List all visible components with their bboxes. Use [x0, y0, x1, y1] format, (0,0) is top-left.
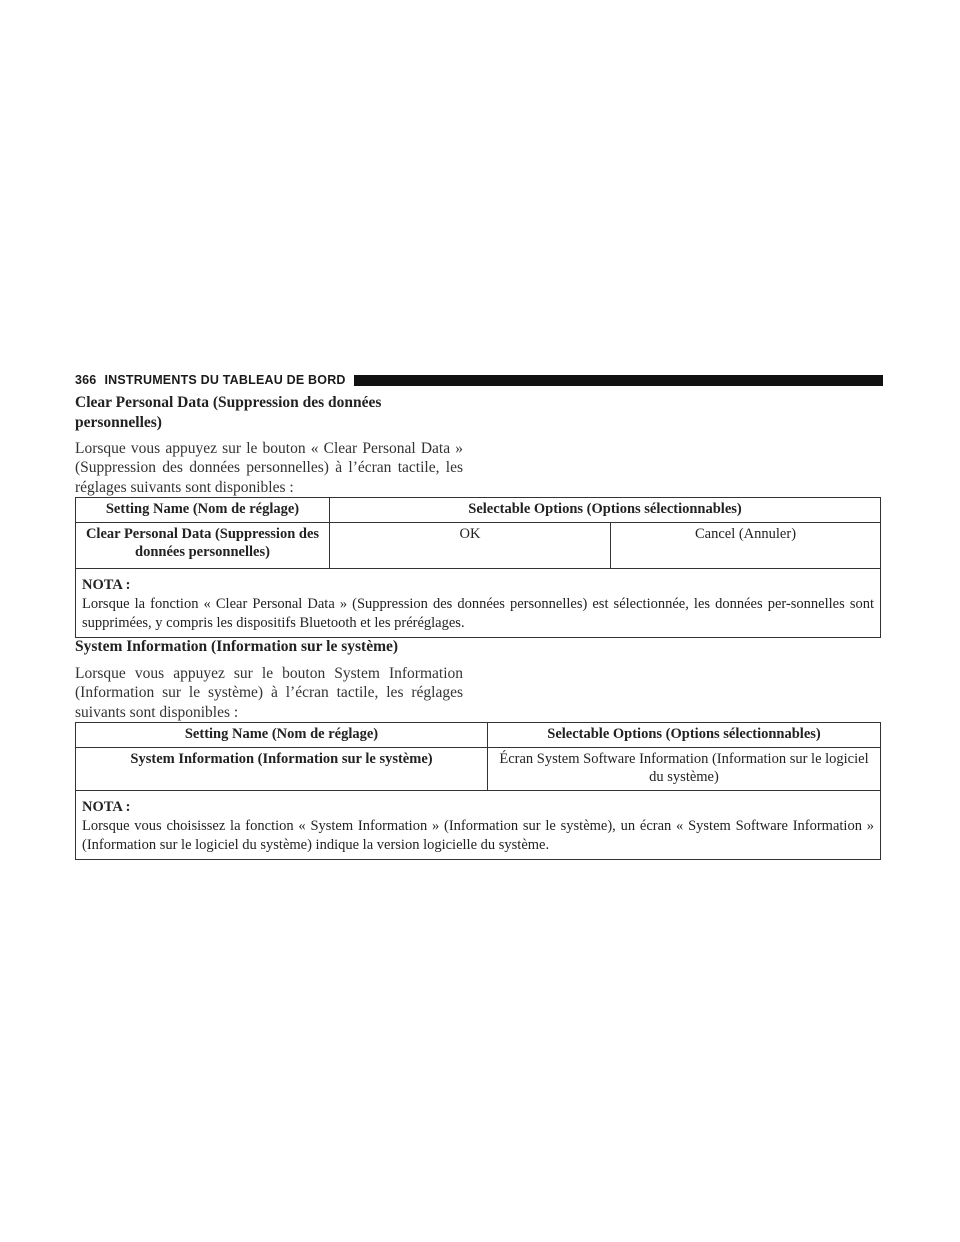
page-number: 366 — [75, 373, 97, 387]
note-label: NOTA : — [82, 577, 131, 593]
table-row — [76, 523, 880, 569]
section-paragraph-clear-personal-data: Lorsque vous appuyez sur le bouton « Clear Personal Data » (Suppression des données personnelles) à l’écran tactile, les réglages suivants sont disponibles : — [75, 440, 463, 496]
table-row — [76, 748, 880, 791]
table-header-setting-name: Setting Name (Nom de réglage) — [184, 726, 379, 742]
table-header-setting-name: Setting Name (Nom de réglage) — [105, 501, 300, 517]
chapter-title: INSTRUMENTS DU TABLEAU DE BORD — [104, 373, 346, 387]
section-heading-clear-personal-data: Clear Personal Data (Suppression des données personnelles) — [75, 394, 382, 431]
table-note-row — [76, 569, 880, 637]
table-header-selectable-options: Selectable Options (Options sélectionnables) — [487, 723, 880, 747]
section-paragraph-system-information: Lorsque vous appuyez sur le bouton System Information (Information sur le système) à l’écran tactile, les réglages suivants sont disponibles : — [75, 665, 463, 721]
system-information-table — [75, 722, 881, 860]
table-cell-setting: Clear Personal Data (Suppression des données personnelles) — [85, 526, 320, 560]
note-text: Lorsque la fonction « Clear Personal Data » (Suppression des données personnelles) est sélectionnée, les données per-sonnelles sont supprimées, y compris les dispositifs Bluetooth et les préréglages. — [82, 596, 874, 631]
table-note-row — [76, 791, 880, 859]
table-header-selectable-options: Selectable Options (Options sélectionnables) — [329, 498, 880, 522]
header-rule — [354, 375, 883, 386]
table-cell-option-cancel: Cancel (Annuler) — [610, 523, 880, 568]
table-header-row — [76, 723, 880, 748]
table-cell-option: Écran System Software Information (Information sur le logiciel du système) — [487, 748, 880, 790]
table-header-row — [76, 498, 880, 523]
note-label: NOTA : — [82, 799, 131, 815]
note-text: Lorsque vous choisissez la fonction « System Information » (Information sur le système), un écran « System Software Information » (Information sur le logiciel du système) indique la version logicielle du système. — [82, 818, 874, 853]
page-header — [75, 372, 883, 388]
table-cell-setting: System Information (Information sur le système) — [130, 751, 433, 767]
clear-personal-data-table — [75, 497, 881, 638]
section-heading-system-information: System Information (Information sur le système) — [75, 638, 399, 655]
table-cell-option-ok: OK — [329, 523, 610, 568]
